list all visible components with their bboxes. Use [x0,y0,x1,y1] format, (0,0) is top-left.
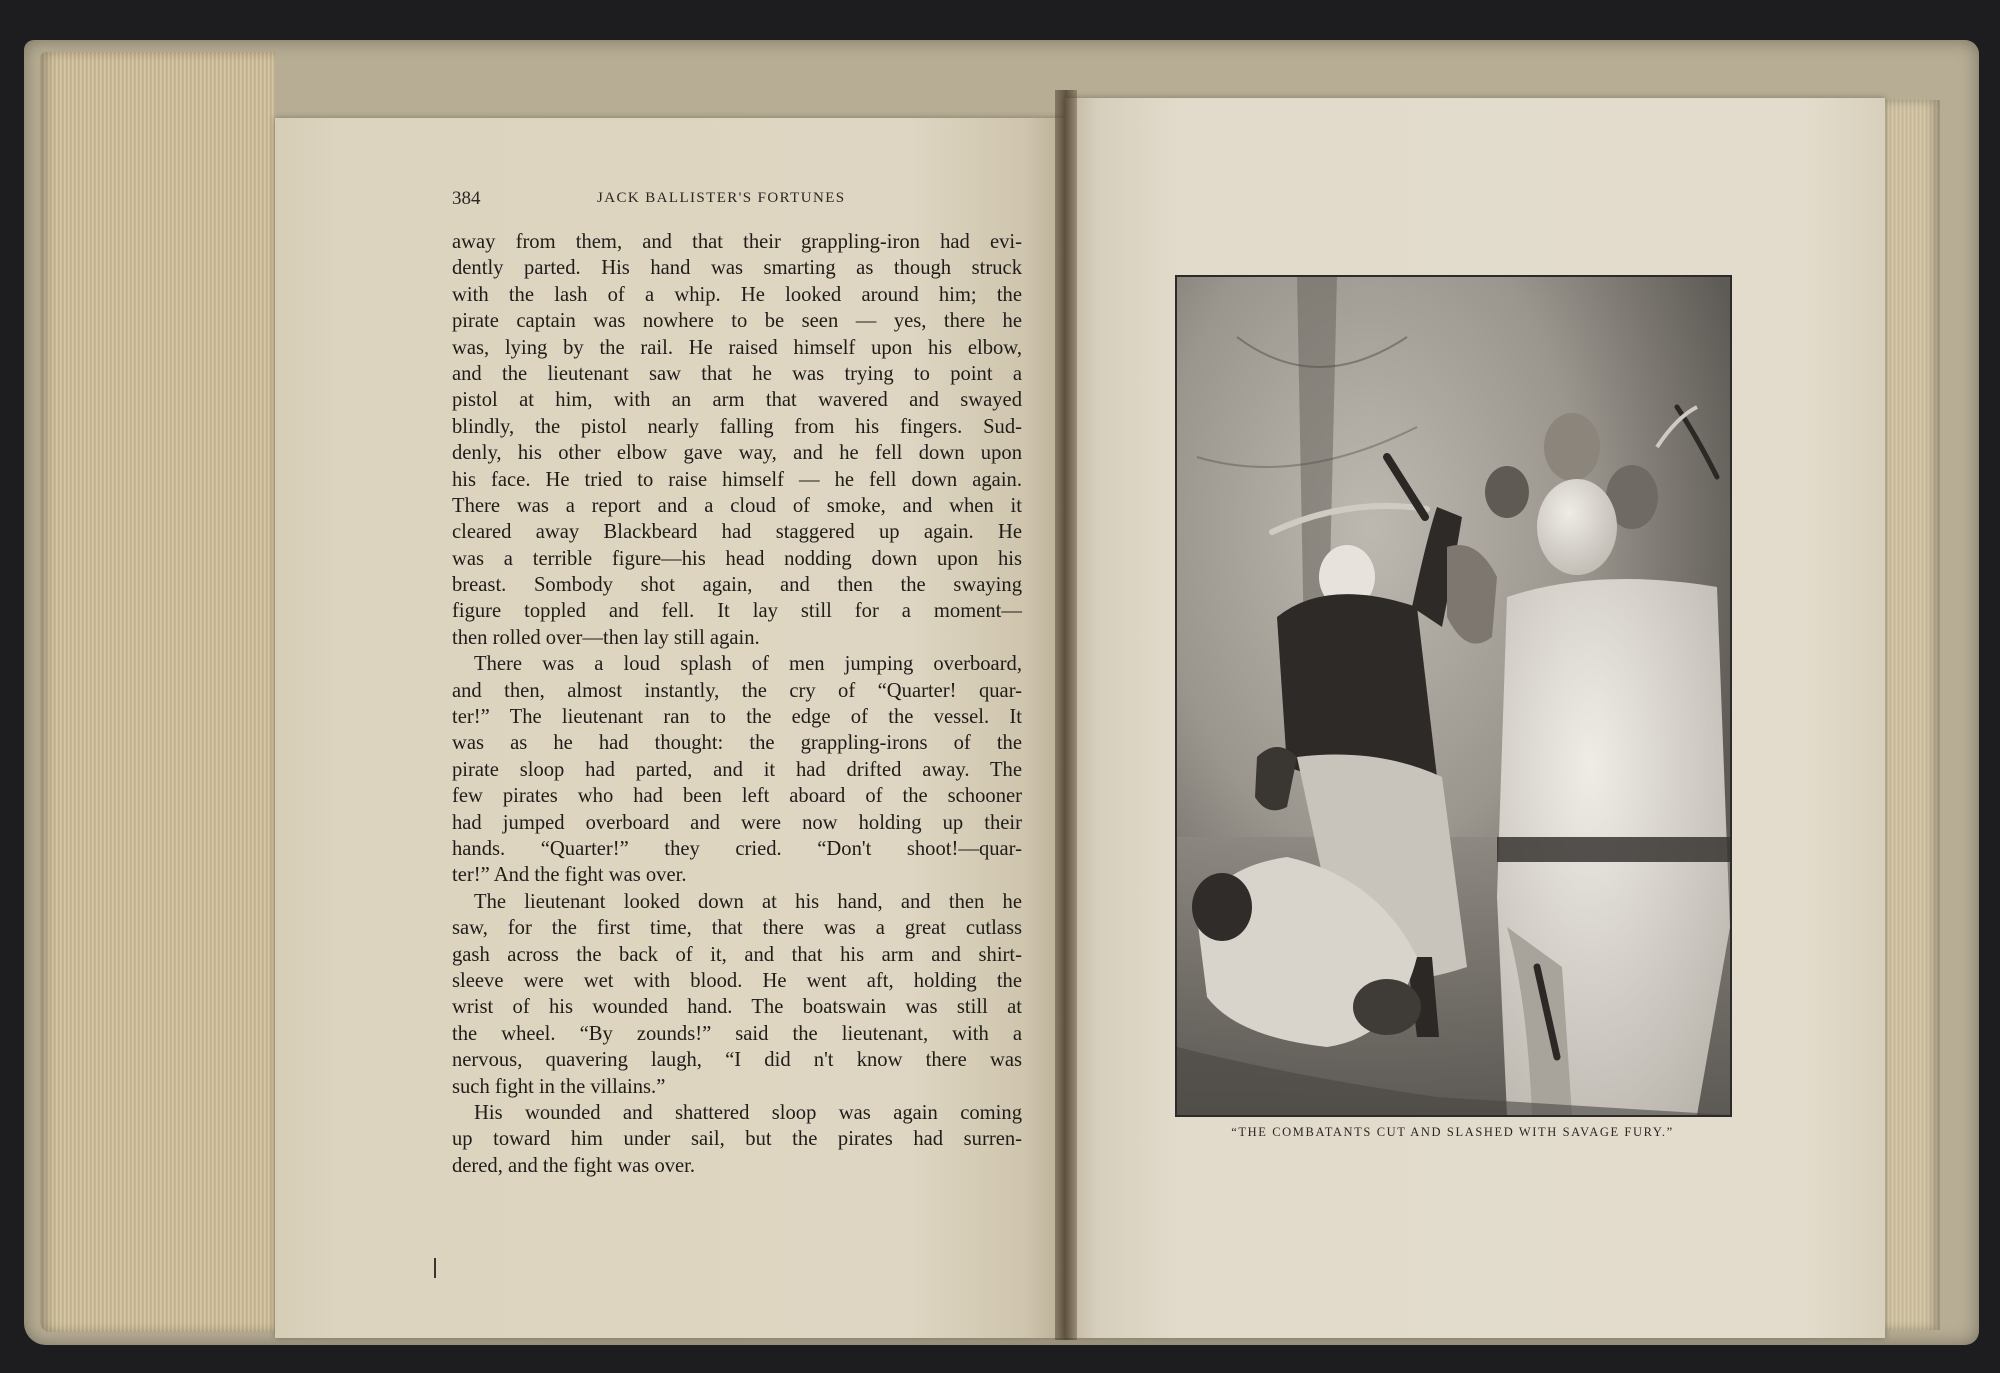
text-line: few pirates who had been left aboard of the schooner [452,785,1022,808]
text-line: dently parted. His hand was smarting as though struck [452,257,1022,280]
text-line: wrist of his wounded hand. The boatswain was still at [452,996,1022,1019]
text-line: blindly, the pistol nearly falling from his fingers. Sud- [452,415,1022,438]
text-line: There was a report and a cloud of smoke, and when it [452,494,1022,517]
text-line: ter!” The lieutenant ran to the edge of the vessel. It [452,706,1022,729]
illustration-plate [1175,275,1732,1117]
text-line: cleared away Blackbeard had staggered up again. He [452,521,1022,544]
running-title: JACK BALLISTER'S FORTUNES [597,190,846,206]
text-line: figure toppled and fell. It lay still for a moment— [452,600,1022,623]
book-gutter [1055,90,1077,1340]
text-line: with the lash of a whip. He looked around him; the [452,283,1022,306]
body-text [452,229,1022,1179]
text-line: was a terrible figure—his head nodding down upon his [452,547,1022,570]
text-line: such fight in the villains.” [452,1075,666,1098]
text-line: the wheel. “By zounds!” said the lieutenant, with a [452,1022,1022,1045]
text-line: and the lieutenant saw that he was trying to point a [452,362,1022,385]
text-line: up toward him under sail, but the pirates had surren- [452,1128,1022,1151]
pirate-battle-illustration [1177,277,1730,1115]
text-line: gash across the back of it, and that his arm and shirt- [452,943,1022,966]
text-line: The lieutenant looked down at his hand, and then he [474,890,1022,913]
text-line: hands. “Quarter!” they cried. “Don't shoot!—quar- [452,837,1022,860]
text-line: had jumped overboard and were now holding up their [452,811,1022,834]
running-head [452,188,1022,214]
text-line: dered, and the fight was over. [452,1154,696,1177]
text-line: nervous, quavering laugh, “I did n't know there was [452,1049,1022,1072]
page-edges-right [1880,100,1940,1330]
text-line: his face. He tried to raise himself — he fell down again. [452,468,1022,491]
text-line: ter!” And the fight was over. [452,864,687,887]
text-line: saw, for the first time, that there was a great cutlass [452,917,1022,940]
text-line: then rolled over—then lay still again. [452,626,760,649]
text-line: pirate captain was nowhere to be seen — yes, there he [452,310,1022,333]
text-line: pirate sloop had parted, and it had drifted away. The [452,758,1022,781]
text-line: away from them, and that their grappling-iron had evi- [452,231,1022,253]
page-number: 384 [452,188,481,209]
illustration-caption: “THE COMBATANTS CUT AND SLASHED WITH SAVAGE FURY.” [1231,1125,1674,1139]
text-line: and then, almost instantly, the cry of “Quarter! quar- [452,679,1022,702]
text-line: His wounded and shattered sloop was again coming [474,1101,1022,1124]
text-line: was as he had thought: the grappling-irons of the [452,732,1022,755]
text-line: pistol at him, with an arm that wavered and swayed [452,389,1022,412]
text-line: breast. Sombody shot again, and then the swaying [452,574,1022,597]
text-line: sleeve were wet with blood. He went aft, holding the [452,969,1022,992]
text-line: was, lying by the rail. He raised himself upon his elbow, [452,336,1022,359]
page-mark [434,1258,436,1278]
text-line: denly, his other elbow gave way, and he fell down upon [452,442,1022,465]
page-edges-left [40,52,275,1332]
text-line: There was a loud splash of men jumping overboard, [474,653,1022,676]
